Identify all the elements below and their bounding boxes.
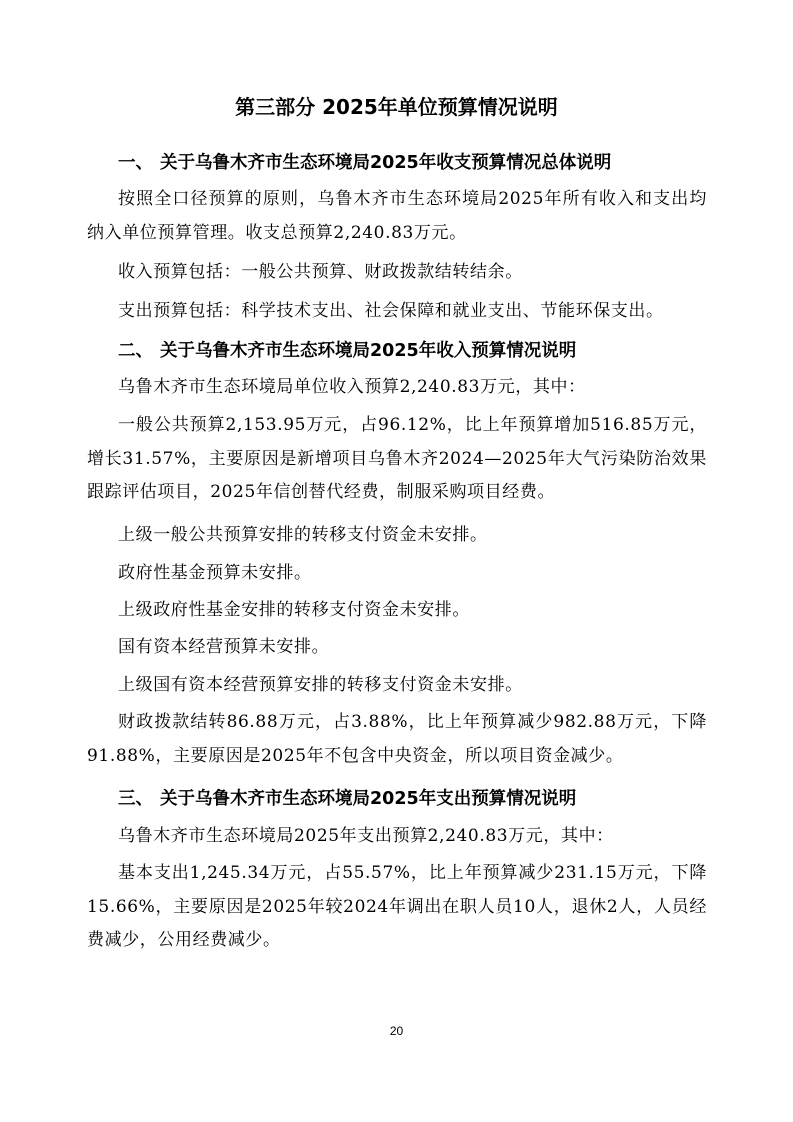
section-number: 三、 — [118, 789, 153, 809]
page-number: 20 — [389, 1024, 404, 1038]
paragraph: 上级政府性基金安排的转移支付资金未安排。 — [118, 600, 470, 620]
section-heading-1 — [118, 150, 611, 176]
paragraph: 收入预算包括：一般公共预算、财政拨款结转结余。 — [118, 262, 523, 282]
paragraph: 基本支出1,245.34万元，占55.57%，比上年预算减少231.15万元，下降15.66%，主要原因是2025年较2024年调出在职人员10人，退休2人，人员经费减少，公用经费减少。 — [87, 863, 707, 950]
section-title: 关于乌鲁木齐市生态环境局2025年收支预算情况总体说明 — [160, 153, 612, 173]
paragraph: 财政拨款结转86.88万元，占3.88%，比上年预算减少982.88万元，下降91.88%，主要原因是2025年不包含中央资金，所以项目资金减少。 — [87, 712, 707, 766]
section-title: 关于乌鲁木齐市生态环境局2025年支出预算情况说明 — [160, 789, 577, 809]
paragraph: 上级一般公共预算安排的转移支付资金未安排。 — [118, 525, 488, 545]
paragraph: 乌鲁木齐市生态环境局单位收入预算2,240.83万元，其中： — [118, 377, 586, 397]
page-title: 第三部分 2025年单位预算情况说明 — [235, 95, 558, 119]
paragraph: 国有资本经营预算未安排。 — [118, 637, 330, 657]
paragraph: 政府性基金预算未安排。 — [118, 563, 312, 583]
paragraph: 上级国有资本经营预算安排的转移支付资金未安排。 — [118, 675, 523, 695]
section-heading-3 — [118, 786, 576, 812]
paragraph: 按照全口径预算的原则，乌鲁木齐市生态环境局2025年所有收入和支出均纳入单位预算管理。收支总预算2,240.83万元。 — [87, 189, 707, 243]
paragraph: 乌鲁木齐市生态环境局2025年支出预算2,240.83万元，其中： — [118, 826, 614, 846]
section-number: 一、 — [118, 153, 153, 173]
section-number: 二、 — [118, 341, 153, 361]
paragraph: 一般公共预算2,153.95万元，占96.12%，比上年预算增加516.85万元，增长31.57%，主要原因是新增项目乌鲁木齐2024—2025年大气污染防治效果跟踪评估项目，2025年信创替代经费，制服采购项目经费。 — [87, 415, 707, 502]
section-heading-2 — [118, 338, 576, 364]
paragraph: 支出预算包括：科学技术支出、社会保障和就业支出、节能环保支出。 — [118, 301, 664, 321]
section-title: 关于乌鲁木齐市生态环境局2025年收入预算情况说明 — [160, 341, 577, 361]
